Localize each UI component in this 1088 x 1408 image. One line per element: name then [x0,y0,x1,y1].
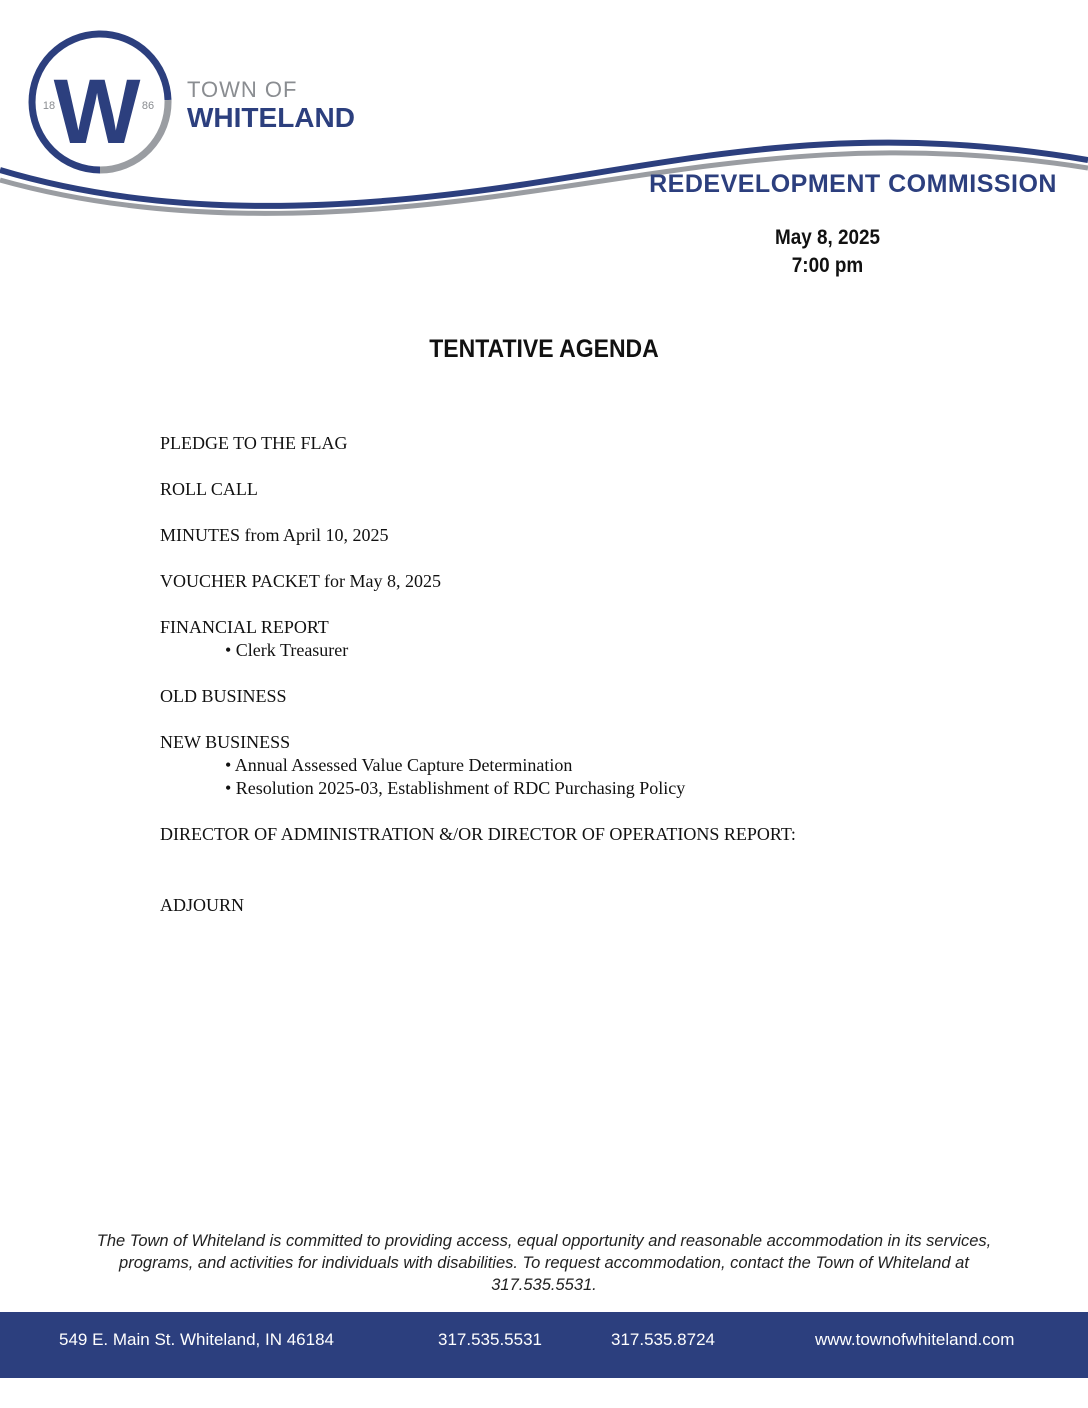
agenda-item-adjourn: ADJOURN [160,895,245,915]
agenda-item-old-business: OLD BUSINESS [160,686,287,706]
disclaimer-line: 317.535.5531. [491,1276,597,1294]
agenda-item-pledge: PLEDGE TO THE FLAG [160,433,348,453]
footer-fax: 317.535.8724 [611,1330,715,1349]
agenda-item-roll-call: ROLL CALL [160,479,258,499]
page-title: TENTATIVE AGENDA [429,335,659,363]
agenda-subitem: • Resolution 2025-03, Establishment of RDC Purchasing Policy [225,778,686,798]
agenda-item-minutes: MINUTES from April 10, 2025 [160,525,389,545]
commission-heading: REDEVELOPMENT COMMISSION [649,170,1057,198]
agenda-item-financial: FINANCIAL REPORT [160,617,329,637]
meeting-time: 7:00 pm [791,254,864,277]
disclaimer-line: The Town of Whiteland is committed to providing access, equal opportunity and reasonable accommodation in its services, [96,1232,992,1250]
accessibility-disclaimer [95,1230,993,1296]
disclaimer-line: programs, and activities for individuals with disabilities. To request accommodation, contact the Town of Whiteland at [119,1254,969,1272]
logo-wordmark [187,78,355,134]
agenda-list [160,432,796,940]
town-logo [32,34,168,170]
agenda-item-new-business: NEW BUSINESS [160,732,291,752]
logo-letter: W [53,61,141,163]
agenda-item-director-report: DIRECTOR OF ADMINISTRATION &/OR DIRECTOR OF OPERATIONS REPORT: [160,824,796,844]
meeting-info [749,224,907,280]
agenda-subitem: • Annual Assessed Value Capture Determination [225,755,573,775]
logo-town-name: WHITELAND [187,102,355,133]
logo-year-left: 18 [42,100,56,112]
agenda-section-financial [160,616,796,662]
agenda-item-voucher: VOUCHER PACKET for May 8, 2025 [160,571,442,591]
footer-address: 549 E. Main St. Whiteland, IN 46184 [59,1330,334,1349]
footer-phone: 317.535.5531 [438,1330,542,1349]
agenda-section-new-business [160,731,796,800]
logo-year-right: 86 [141,100,155,112]
logo-town-of: TOWN OF [187,77,298,102]
footer-website-link[interactable]: www.townofwhiteland.com [815,1330,1015,1349]
footer-bar [0,1312,1088,1378]
meeting-date: May 8, 2025 [774,226,881,249]
agenda-subitem: • Clerk Treasurer [225,640,349,660]
